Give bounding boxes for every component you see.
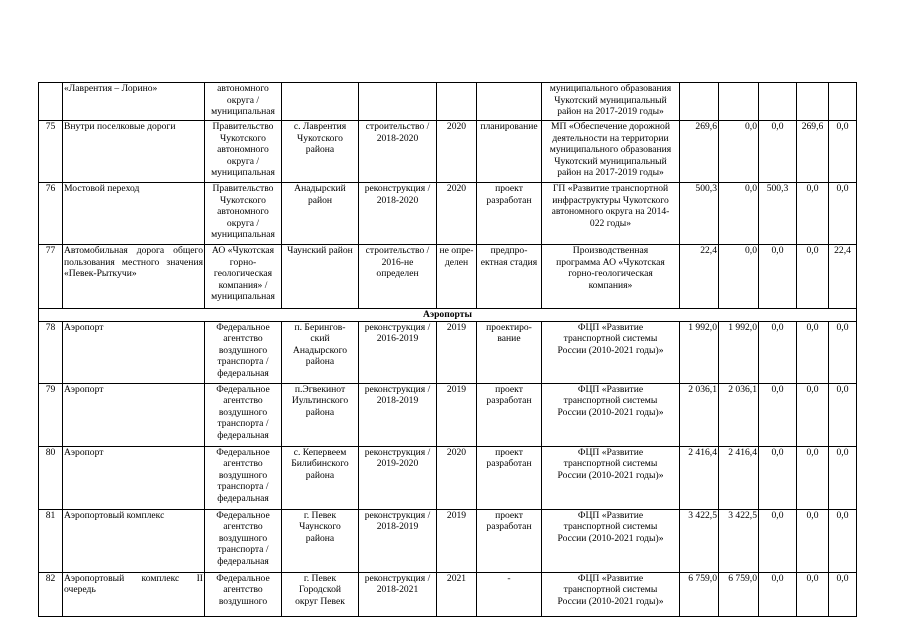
row-number: 79 [39,383,63,446]
location: Чаунский район [282,245,359,309]
work-type: реконструкция / 2018-2020 [359,183,437,245]
federal-amount: 1 992,0 [719,321,759,383]
program: ФЦП «Развитие транспортной системы России (2010-2021 годы)» [542,383,680,446]
owner: Федеральное агентство воздушного транспорта / федеральная [205,383,282,446]
object-name: Аэропорт [63,446,205,509]
completion-year: 2020 [437,121,477,183]
location: п. Берингов- ский Анадырского района [282,321,359,383]
owner: Федеральное агентство воздушного транспорта / федеральная [205,509,282,572]
work-type [359,83,437,121]
other-amount: 22,4 [829,245,857,309]
row-number: 81 [39,509,63,572]
stage: проектиро- вание [477,321,542,383]
location: г. Певек Чаунского района [282,509,359,572]
object-name: Аэропортовый комплекс [63,509,205,572]
table-row [39,509,857,572]
row-number: 82 [39,572,63,616]
work-type: реконструкция / 2018-2021 [359,572,437,616]
regional-amount: 0,0 [759,245,797,309]
table-row [39,183,857,245]
owner: Правительство Чукотского автономного округа / муниципальная [205,121,282,183]
work-type: строительство / 2018-2020 [359,121,437,183]
program: ФЦП «Развитие транспортной системы России (2010-2021 годы)» [542,572,680,616]
other-amount: 0,0 [829,121,857,183]
owner: Правительство Чукотского автономного округа / муниципальная [205,183,282,245]
program: ФЦП «Развитие транспортной системы России (2010-2021 годы)» [542,446,680,509]
object-name: Автомобильная дорога общего пользования местного значения «Певек-Рыткучи» [63,245,205,309]
total-amount: 500,3 [680,183,719,245]
program: Производственная программа АО «Чукотская горно-геологическая компания» [542,245,680,309]
total-amount [680,83,719,121]
completion-year: не опре- делен [437,245,477,309]
table-row [39,245,857,309]
completion-year: 2019 [437,383,477,446]
regional-amount: 500,3 [759,183,797,245]
other-amount: 0,0 [829,509,857,572]
table-row [39,321,857,383]
completion-year: 2020 [437,183,477,245]
program: ФЦП «Развитие транспортной системы России (2010-2021 годы)» [542,509,680,572]
total-amount: 269,6 [680,121,719,183]
federal-amount: 2 416,4 [719,446,759,509]
program: муниципального образования Чукотский муниципальный район на 2017-2019 годы» [542,83,680,121]
owner: Федеральное агентство воздушного транспорта / федеральная [205,321,282,383]
completion-year [437,83,477,121]
program: МП «Обеспечение дорожной деятельности на территории муниципального образования Чукотский муниципальный район на 2017-2019 годы» [542,121,680,183]
table-row [39,121,857,183]
row-number: 76 [39,183,63,245]
regional-amount: 0,0 [759,121,797,183]
location: п.Эгвекинот Иультинского района [282,383,359,446]
projects-table [38,82,857,617]
object-name: Мостовой переход [63,183,205,245]
stage: - [477,572,542,616]
location: с. Лаврентия Чукотского района [282,121,359,183]
federal-amount: 3 422,5 [719,509,759,572]
municipal-amount: 0,0 [797,321,829,383]
section-row [39,309,857,322]
stage: проект разработан [477,383,542,446]
location: с. Кепервеем Билибинского района [282,446,359,509]
owner: Федеральное агентство воздушного транспорта / федеральная [205,446,282,509]
other-amount: 0,0 [829,446,857,509]
total-amount: 2 036,1 [680,383,719,446]
federal-amount: 0,0 [719,121,759,183]
municipal-amount: 0,0 [797,245,829,309]
other-amount: 0,0 [829,383,857,446]
object-name: Аэропорт [63,321,205,383]
other-amount: 0,0 [829,321,857,383]
stage: проект разработан [477,509,542,572]
table-row [39,446,857,509]
work-type: реконструкция / 2016-2019 [359,321,437,383]
regional-amount: 0,0 [759,383,797,446]
municipal-amount: 269,6 [797,121,829,183]
municipal-amount [797,83,829,121]
stage: планирование [477,121,542,183]
location [282,83,359,121]
stage: проект разработан [477,446,542,509]
federal-amount [719,83,759,121]
row-number: 75 [39,121,63,183]
work-type: реконструкция / 2018-2019 [359,509,437,572]
federal-amount: 0,0 [719,245,759,309]
object-name: «Лаврентия – Лорино» [63,83,205,121]
regional-amount [759,83,797,121]
municipal-amount: 0,0 [797,509,829,572]
row-number: 80 [39,446,63,509]
owner: автономного округа / муниципальная [205,83,282,121]
federal-amount: 0,0 [719,183,759,245]
row-number [39,83,63,121]
program: ФЦП «Развитие транспортной системы России (2010-2021 годы)» [542,321,680,383]
table-row [39,383,857,446]
table-row [39,83,857,121]
completion-year: 2019 [437,509,477,572]
section-title: Аэропорты [39,309,857,322]
regional-amount: 0,0 [759,509,797,572]
program: ГП «Развитие транспортной инфраструктуры Чукотского автономного округа на 2014- 022 годы» [542,183,680,245]
completion-year: 2019 [437,321,477,383]
completion-year: 2020 [437,446,477,509]
total-amount: 3 422,5 [680,509,719,572]
work-type: реконструкция / 2019-2020 [359,446,437,509]
owner: АО «Чукотская горно- геологическая компания» / муниципальная [205,245,282,309]
federal-amount: 2 036,1 [719,383,759,446]
other-amount [829,83,857,121]
completion-year: 2021 [437,572,477,616]
stage: предпро- ектная стадия [477,245,542,309]
municipal-amount: 0,0 [797,446,829,509]
federal-amount: 6 759,0 [719,572,759,616]
work-type: реконструкция / 2018-2019 [359,383,437,446]
municipal-amount: 0,0 [797,572,829,616]
total-amount: 1 992,0 [680,321,719,383]
regional-amount: 0,0 [759,321,797,383]
municipal-amount: 0,0 [797,383,829,446]
owner: Федеральное агентство воздушного [205,572,282,616]
regional-amount: 0,0 [759,572,797,616]
municipal-amount: 0,0 [797,183,829,245]
location: г. Певек Городской округ Певек [282,572,359,616]
work-type: строительство / 2016-не определен [359,245,437,309]
total-amount: 6 759,0 [680,572,719,616]
row-number: 78 [39,321,63,383]
regional-amount: 0,0 [759,446,797,509]
total-amount: 2 416,4 [680,446,719,509]
stage [477,83,542,121]
location: Анадырский район [282,183,359,245]
other-amount: 0,0 [829,572,857,616]
object-name: Внутри поселковые дороги [63,121,205,183]
row-number: 77 [39,245,63,309]
object-name: Аэропорт [63,383,205,446]
stage: проект разработан [477,183,542,245]
other-amount: 0,0 [829,183,857,245]
table-row [39,572,857,616]
total-amount: 22,4 [680,245,719,309]
object-name: Аэропортовый комплекс II очередь [63,572,205,616]
